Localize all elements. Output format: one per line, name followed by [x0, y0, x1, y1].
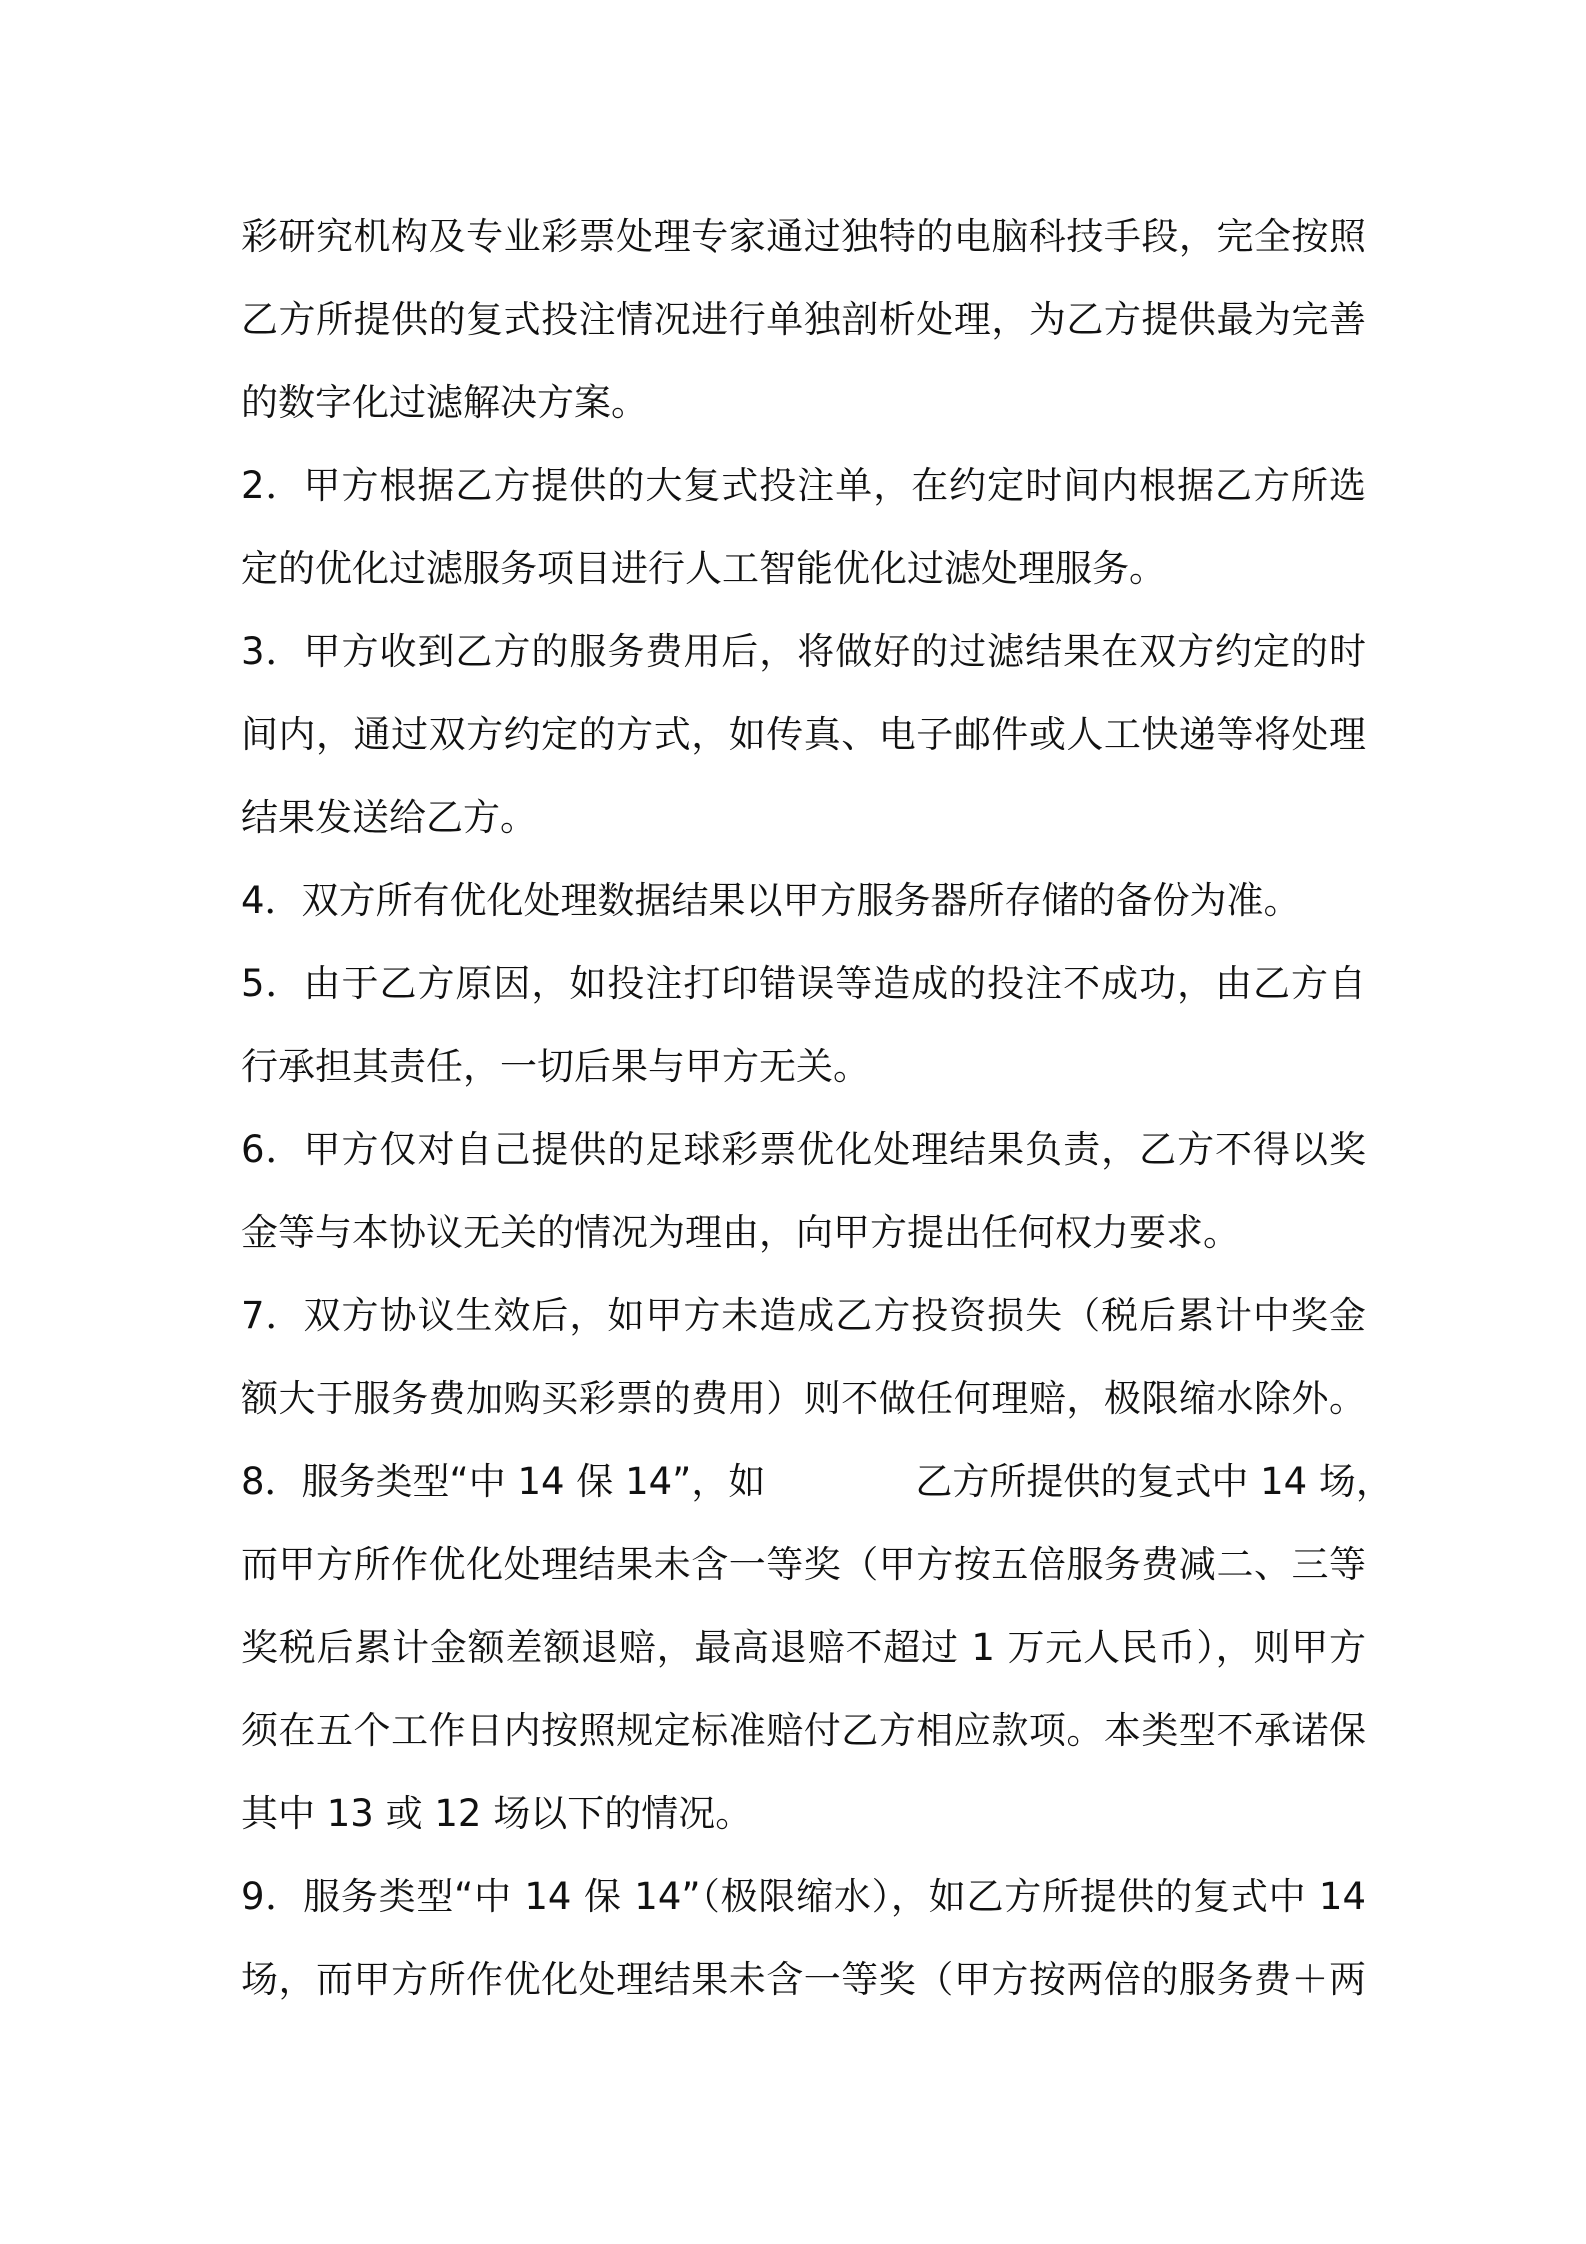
text-line: 奖税后累计金额差额退赔，最高退赔不超过 1 万元人民币），则甲方 [241, 1626, 1366, 1669]
text-line: 乙方所提供的复式投注情况进行单独剖析处理，为乙方提供最为完善 [241, 298, 1366, 341]
text-line: 定的优化过滤服务项目进行人工智能优化过滤处理服务。 [241, 547, 1166, 590]
text-line: 间内，通过双方约定的方式，如传真、电子邮件或人工快递等将处理 [241, 713, 1366, 756]
document-body [241, 195, 1393, 2021]
text-line: 3．甲方收到乙方的服务费用后，将做好的过滤结果在双方约定的时 [241, 630, 1366, 673]
text-line: 彩研究机构及专业彩票处理专家通过独特的电脑科技手段，完全按照 [241, 215, 1366, 258]
text-line: 额大于服务费加购买彩票的费用）则不做任何理赔，极限缩水除外。 [241, 1377, 1366, 1420]
text-segment: 8．服务类型“中 14 保 14”，如 [241, 1460, 766, 1503]
text-line: 2．甲方根据乙方提供的大复式投注单，在约定时间内根据乙方所选 [241, 464, 1366, 507]
text-segment: 乙方所提供的复式中 14 场， [915, 1460, 1393, 1503]
text-line: 行承担其责任，一切后果与甲方无关。 [241, 1045, 870, 1088]
text-line: 5．由于乙方原因，如投注打印错误等造成的投注不成功，由乙方自 [241, 962, 1366, 1005]
text-line: 须在五个工作日内按照规定标准赔付乙方相应款项。本类型不承诺保 [241, 1709, 1366, 1752]
text-line: 9．服务类型“中 14 保 14”（极限缩水），如乙方所提供的复式中 14 [241, 1875, 1366, 1918]
text-line: 金等与本协议无关的情况为理由，向甲方提出任何权力要求。 [241, 1211, 1240, 1254]
text-line: 7．双方协议生效后，如甲方未造成乙方投资损失（税后累计中奖金 [241, 1294, 1366, 1337]
text-line: 而甲方所作优化处理结果未含一等奖（甲方按五倍服务费减二、三等 [241, 1543, 1366, 1586]
text-line-with-gap [241, 1440, 1393, 1523]
text-line: 结果发送给乙方。 [241, 796, 537, 839]
text-line: 6．甲方仅对自己提供的足球彩票优化处理结果负责，乙方不得以奖 [241, 1128, 1366, 1171]
text-line: 其中 13 或 12 场以下的情况。 [241, 1792, 753, 1835]
text-line: 场，而甲方所作优化处理结果未含一等奖（甲方按两倍的服务费＋两 [241, 1958, 1366, 2001]
text-line: 4．双方所有优化处理数据结果以甲方服务器所存储的备份为准。 [241, 879, 1301, 922]
text-line: 的数字化过滤解决方案。 [241, 381, 648, 424]
